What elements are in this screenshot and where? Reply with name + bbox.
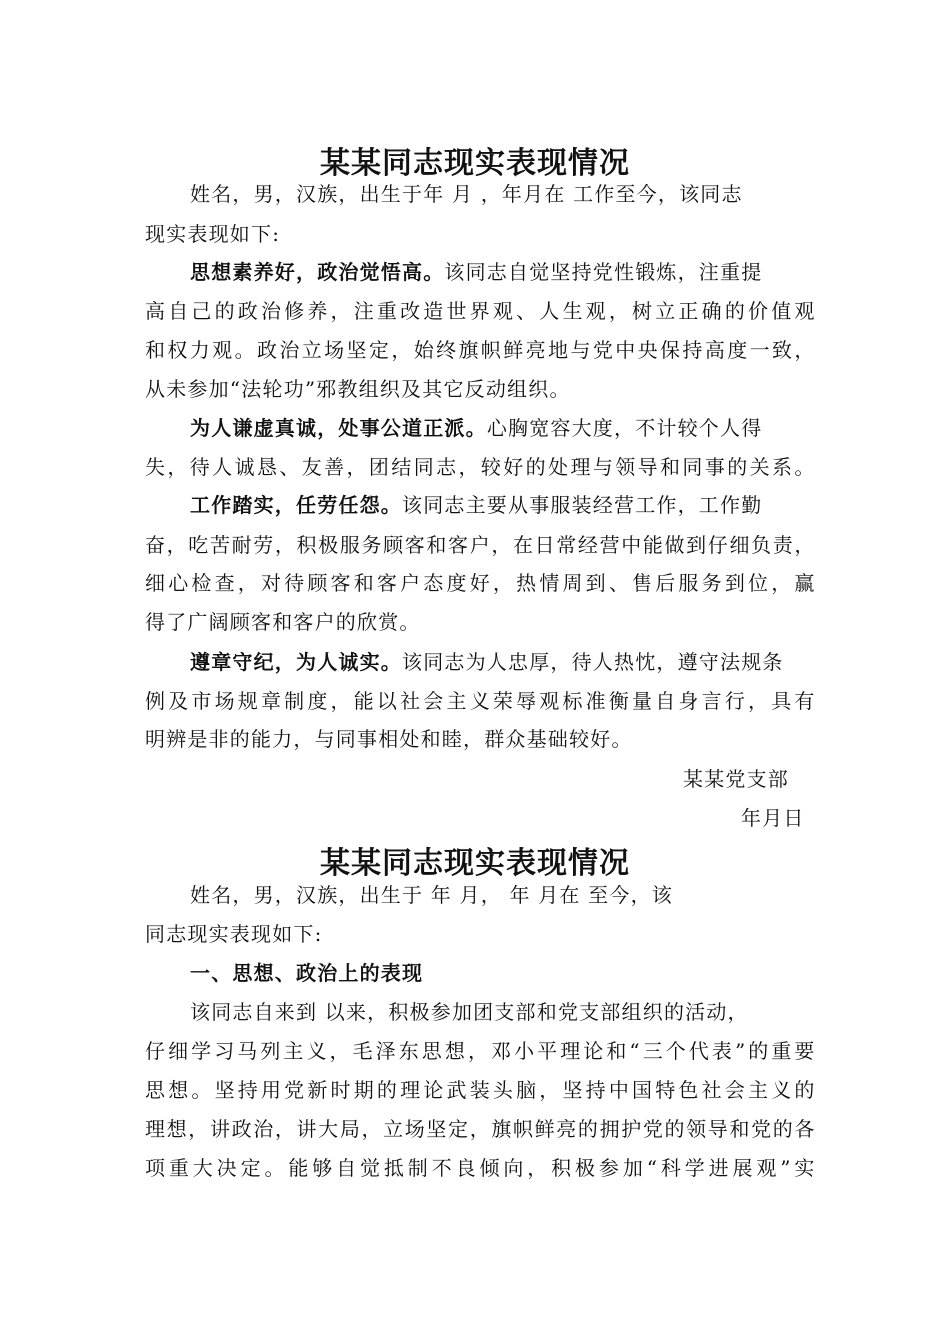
section1-paragraph-4-line-3: 明辨是非的能力，与同事相处和睦，群众基础较好。 (145, 727, 633, 751)
section1-paragraph-4-line-2: 例及市场规章制度，能以社会主义荣辱观标准衡量自身言行，具有 (145, 689, 815, 713)
section1-paragraph-3-line-3: 细心检查，对待顾客和客户态度好，热情周到、售后服务到位，赢 (145, 571, 815, 595)
section1-paragraph-3-line-2: 奋，吃苦耐劳，积极服务顾客和客户，在日常经营中能做到仔细负责， (145, 533, 815, 557)
section1-paragraph-3-heading: 工作踏实，任劳任怨。 (190, 493, 402, 517)
section1-date: 年月日 (741, 806, 805, 830)
section2-title: 某某同志现实表现情况 (320, 846, 630, 881)
section1-paragraph-4-text: 该同志为人忠厚，待人热忱，遵守法规条 (402, 650, 784, 674)
section2-intro-line-1: 姓名，男，汉族，出生于 年 月， 年 月在 至今，该 (190, 883, 673, 907)
section1-intro-line-2: 现实表现如下: (145, 222, 281, 246)
section1-paragraph-1-text: 该同志自觉坚持党性锻炼，注重提 (444, 260, 763, 284)
section1-title: 某某同志现实表现情况 (320, 146, 630, 181)
section1-paragraph-4-first-line (190, 649, 815, 675)
section1-paragraph-1-line-4: 从未参加“法轮功”邪教组织及其它反动组织。 (145, 377, 571, 401)
section2-heading-1: 一、思想、政治上的表现 (190, 961, 424, 985)
section1-intro-line-1: 姓名，男，汉族，出生于年 月 ，年月在 工作至今，该同志 (190, 182, 743, 206)
section2-intro-line-2: 同志现实表现如下: (145, 922, 323, 946)
section2-paragraph-1-line-2: 仔细学习马列主义，毛泽东思想，邓小平理论和“三个代表”的重要 (145, 1039, 815, 1063)
section1-paragraph-1-line-3: 和权力观。政治立场坚定，始终旗帜鲜亮地与党中央保持高度一致， (145, 338, 815, 362)
section1-paragraph-1-line-2: 高自己的政治修养，注重改造世界观、人生观，树立正确的价值观 (145, 299, 815, 323)
section1-paragraph-2-line-2: 失，待人诚恳、友善，团结同志，较好的处理与领导和同事的关系。 (145, 455, 815, 479)
section1-paragraph-4-heading: 遵章守纪，为人诚实。 (190, 650, 402, 674)
section1-paragraph-2-first-line (190, 415, 815, 441)
section2-paragraph-1-line-5: 项重大决定。能够自觉抵制不良倾向，积极参加“科学进展观”实 (145, 1156, 815, 1180)
section2-paragraph-1-line-3: 思想。坚持用党新时期的理论武装头脑，坚持中国特色社会主义的 (145, 1078, 815, 1102)
section2-paragraph-1-line-4: 理想，讲政治，讲大局，立场坚定，旗帜鲜亮的拥护党的领导和党的各 (145, 1117, 815, 1141)
section1-signature: 某某党支部 (683, 767, 789, 791)
section1-paragraph-1-first-line (190, 259, 815, 285)
section1-paragraph-3-text: 该同志主要从事服装经营工作，工作勤 (402, 493, 763, 517)
section2-paragraph-1-line-1: 该同志自来到 以来，积极参加团支部和党支部组织的活动， (190, 1000, 749, 1024)
section1-paragraph-3-first-line (190, 492, 815, 518)
section1-paragraph-1-heading: 思想素养好，政治觉悟高。 (190, 260, 445, 284)
section1-paragraph-2-text: 心胸宽容大度，不计较个人得 (486, 416, 763, 440)
section1-paragraph-3-line-4: 得了广阔顾客和客户的欣赏。 (145, 610, 421, 634)
section1-paragraph-2-heading: 为人谦虚真诚，处事公道正派。 (190, 416, 487, 440)
